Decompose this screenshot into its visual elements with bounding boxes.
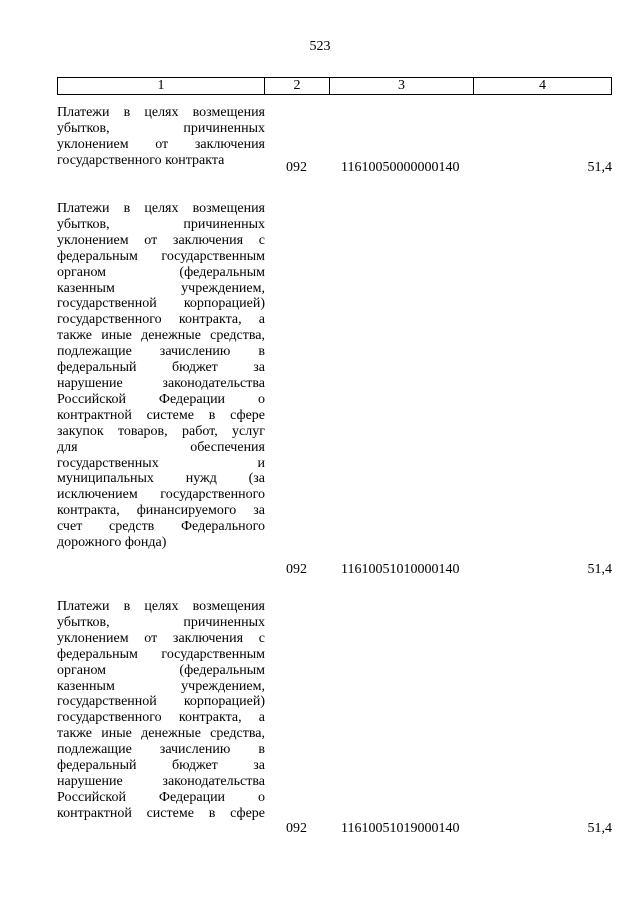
- description-line: государственной корпорацией): [57, 694, 265, 710]
- description-line: муниципальных нужд (за: [57, 471, 265, 487]
- amount: 51,4: [587, 821, 612, 836]
- page-number: 523: [309, 39, 331, 54]
- description-line: Платежи в целях возмещения: [57, 105, 265, 120]
- table-header: [57, 77, 612, 95]
- description-line: государственного контракта, а: [57, 710, 265, 726]
- table-row: [57, 105, 612, 175]
- description-line: Платежи в целях возмещения: [57, 201, 265, 216]
- description-line: государственного контракта: [57, 152, 225, 168]
- description-line: уклонением от заключения: [57, 136, 265, 152]
- header-col-1: 1: [58, 78, 265, 94]
- amount: 51,4: [587, 160, 612, 175]
- header-col-2: 2: [265, 78, 330, 94]
- admin-code: 092: [286, 160, 307, 175]
- description-line: Платежи в целях возмещения: [57, 599, 265, 614]
- description-line: дорожного фонда): [57, 535, 167, 551]
- table-row: [57, 599, 612, 836]
- amount: 51,4: [587, 562, 612, 577]
- description-line: закупок товаров, работ, услуг: [57, 423, 265, 439]
- row-description: [57, 599, 265, 822]
- description-line: федеральный бюджет за: [57, 360, 265, 376]
- description-line: органом (федеральным: [57, 264, 265, 280]
- description-line: федеральный бюджет за: [57, 758, 265, 774]
- description-line: счет средств Федерального: [57, 519, 265, 535]
- description-line: контрактной системе в сфере: [57, 407, 265, 423]
- description-line: подлежащие зачислению в: [57, 344, 265, 360]
- description-line: подлежащие зачислению в: [57, 742, 265, 758]
- description-line: государственной корпорацией): [57, 296, 265, 312]
- description-line: казенным учреждением,: [57, 678, 265, 694]
- table-row: [57, 201, 612, 577]
- description-line: государственного контракта, а: [57, 312, 265, 328]
- description-line: контрактной системе в сфере: [57, 805, 265, 821]
- kbk-code: 11610051019000140: [341, 821, 460, 836]
- admin-code: 092: [286, 562, 307, 577]
- row-description: [57, 201, 265, 551]
- header-col-4: 4: [539, 78, 546, 93]
- description-line: контракта, финансируемого за: [57, 503, 265, 519]
- description-line: убытков, причиненных: [57, 216, 265, 232]
- row-description: [57, 105, 265, 169]
- description-line: убытков, причиненных: [57, 614, 265, 630]
- description-line: уклонением от заключения с: [57, 630, 265, 646]
- description-line: органом (федеральным: [57, 662, 265, 678]
- description-line: федеральным государственным: [57, 248, 265, 264]
- description-line: исключением государственного: [57, 487, 265, 503]
- description-line: нарушение законодательства: [57, 375, 265, 391]
- description-line: для обеспечения: [57, 439, 265, 455]
- description-line: нарушение законодательства: [57, 773, 265, 789]
- kbk-code: 11610051010000140: [341, 562, 460, 577]
- description-line: также иные денежные средства,: [57, 726, 265, 742]
- admin-code: 092: [286, 821, 307, 836]
- description-line: убытков, причиненных: [57, 120, 265, 136]
- description-line: также иные денежные средства,: [57, 328, 265, 344]
- header-col-3: 3: [330, 78, 474, 94]
- description-line: Российской Федерации о: [57, 789, 265, 805]
- description-line: казенным учреждением,: [57, 280, 265, 296]
- kbk-code: 11610050000000140: [341, 160, 460, 175]
- description-line: федеральным государственным: [57, 646, 265, 662]
- description-line: Российской Федерации о: [57, 391, 265, 407]
- description-line: уклонением от заключения с: [57, 232, 265, 248]
- description-line: государственных и: [57, 455, 265, 471]
